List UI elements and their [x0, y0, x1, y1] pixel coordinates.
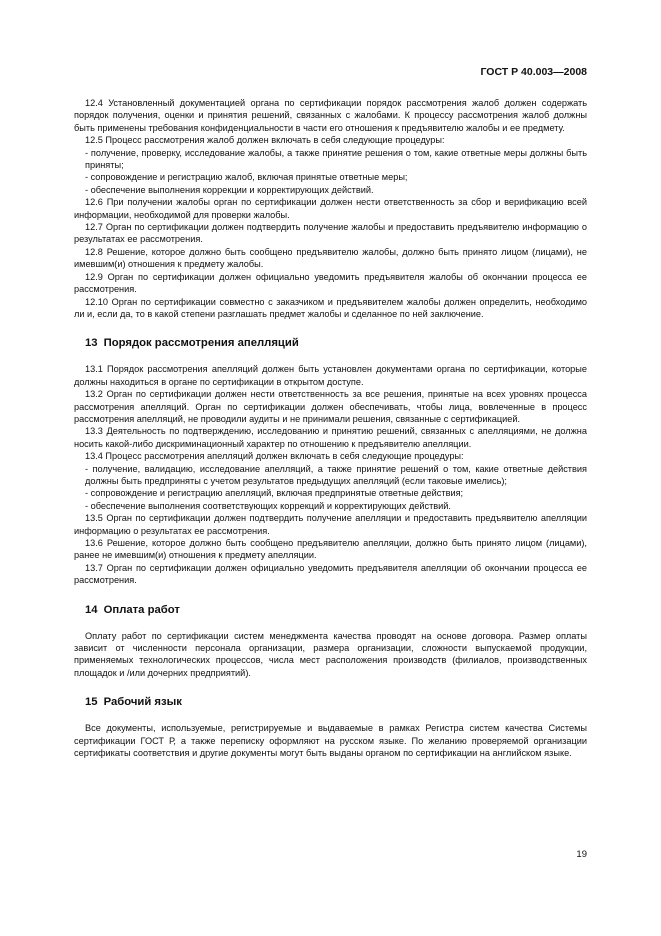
- section-title: Рабочий язык: [103, 696, 182, 709]
- paragraph-13-1: 13.1 Порядок рассмотрения апелляций должен быть установлен документами органа по сертификации, которые должны находиться в органе по сертификации в открытом доступе.: [74, 364, 587, 387]
- paragraph-12-10: 12.10 Орган по сертификации совместно с заказчиком и предъявителем жалобы должен определить, необходимо ли и, если да, то в какой степени разглашать предмет жалобы и сделанное по ней заключение.: [74, 296, 587, 319]
- paragraph-13-4: 13.4 Процесс рассмотрения апелляций должен включать в себя следующие процедуры:: [85, 451, 464, 462]
- paragraph-15: Все документы, используемые, регистрируемые и выдаваемые в рамках Регистра систем качества Системы сертификации ГОСТ Р, а также переписку оформляют на русском языке. По желанию проверяемой организации сертификаты соответствия и другие документы могут быть выданы органом по сертификации на английском языке.: [74, 723, 587, 759]
- list-item: - сопровождение и регистрацию жалоб, включая принятые ответные меры;: [85, 172, 408, 183]
- paragraph-12-4: 12.4 Установленный документацией органа по сертификации порядок рассмотрения жалоб должен содержать порядок получения, оценки и принятия решений, связанных с жалобами. К процессу рассмотрения жалоб должны быть применены требования конфиденциальности в части его отношения к предъявителю жалобы и ее предмету.: [74, 98, 587, 133]
- list-item: - получение, валидацию, исследование апелляций, а также принятие решений о том, какие ответные действия должны быть предприняты с учетом результатов предыдущих апелляций (если таковые имелись);: [85, 463, 587, 486]
- paragraph-12-8: 12.8 Решение, которое должно быть сообщено предъявителю жалобы, должно быть принято лицом (лицами), не имевшим(и) отношения к предмету жалобы.: [74, 246, 587, 270]
- paragraph-13-3: 13.3 Деятельность по подтверждению, исследованию и принятию решений, связанных с апелляциями, не должна носить какой-либо дискриминационный характер по отношению к предъявителю апелляции.: [74, 426, 587, 449]
- section-title: Оплата работ: [103, 603, 180, 616]
- paragraph-13-7: 13.7 Орган по сертификации должен официально уведомить предъявителя апелляции об окончании процесса ее рассмотрения.: [74, 562, 587, 586]
- list-item: - обеспечение выполнения коррекции и корректирующих действий.: [85, 184, 374, 195]
- section-number: 13: [85, 337, 98, 350]
- section-number: 15: [85, 696, 98, 709]
- paragraph-12-7: 12.7 Орган по сертификации должен подтвердить получение жалобы и предоставить предъявителю информацию о результатах ее рассмотрения.: [74, 222, 587, 245]
- section-number: 14: [85, 603, 98, 616]
- section-13-heading: [74, 336, 587, 350]
- list-item: - сопровождение и регистрацию апелляций, включая предпринятые ответные действия;: [85, 488, 464, 499]
- paragraph-14: Оплату работ по сертификации систем менеджмента качества проводят на основе договора. Размер оплаты зависит от численности персонала организации, размера организации, сложности выпускаемой продукции, применяемых технологических процессов, числа мест расположения производств (филиалов, производственных площадок и /или дочерних предприятий).: [74, 630, 587, 678]
- paragraph-12-5: 12.5 Процесс рассмотрения жалоб должен включать в себя следующие процедуры:: [85, 135, 445, 146]
- paragraph-12-9: 12.9 Орган по сертификации должен официально уведомить предъявителя жалобы об окончании процесса ее рассмотрения.: [74, 271, 587, 295]
- list-item: - получение, проверку, исследование жалобы, а также принятие решения о том, какие ответные меры должны быть приняты;: [85, 147, 587, 171]
- section-15-heading: [74, 695, 587, 709]
- section-14-heading: [74, 603, 587, 617]
- page-number: 19: [576, 849, 587, 860]
- paragraph-13-2: 13.2 Орган по сертификации должен нести ответственность за все решения, принятые на всех уровнях процесса рассмотрения апелляций. Орган по сертификации должен обеспечивать, чтобы лица, вовлеченные в процесс рассмотрения апелляций, не проводили аудиты и не принимали решения, связанные с сертификацией.: [74, 389, 587, 424]
- paragraph-13-5: 13.5 Орган по сертификации должен подтвердить получение апелляции и предоставить предъявителю апелляции информацию о результатах ее рассмотрения.: [74, 513, 587, 536]
- paragraph-12-6: 12.6 При получении жалобы орган по сертификации должен нести ответственность за сбор и верификацию всей информации, необходимой для проверки жалобы.: [74, 197, 587, 220]
- section-title: Порядок рассмотрения апелляций: [103, 337, 299, 350]
- list-item: - обеспечение выполнения соответствующих коррекций и корректирующих действий.: [85, 500, 451, 511]
- document-header: ГОСТ Р 40.003—2008: [480, 66, 587, 78]
- paragraph-13-6: 13.6 Решение, которое должно быть сообщено предъявителю апелляции, должно быть принято лицом (лицами), ранее не имевшим(и) отношения к предмету апелляции.: [74, 538, 587, 561]
